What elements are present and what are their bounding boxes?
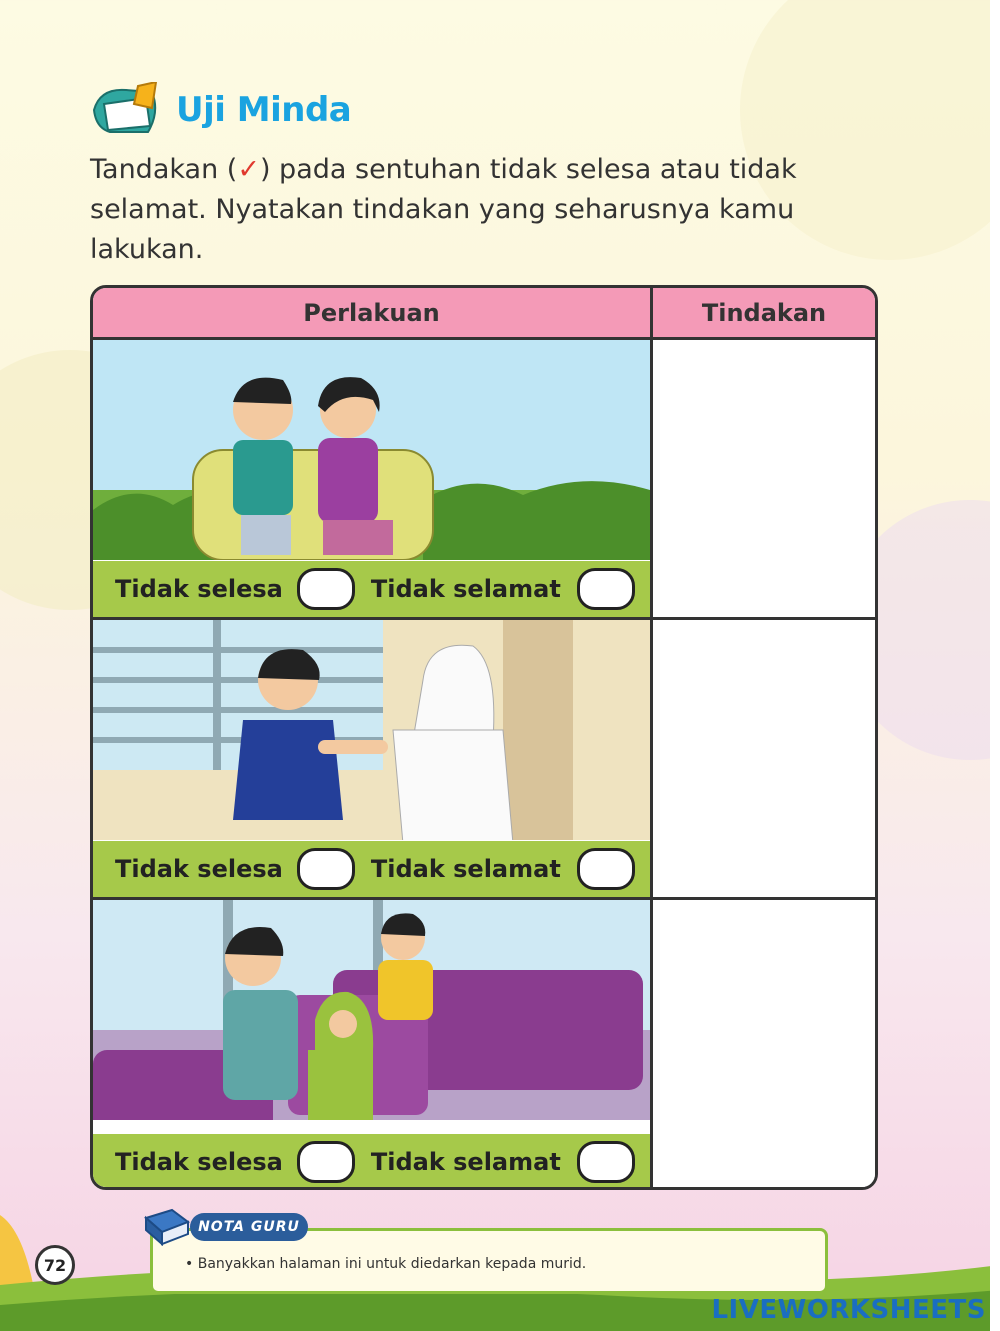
header-tindakan: Tindakan (653, 288, 875, 340)
option-tidak-selamat-label: Tidak selamat (370, 575, 561, 603)
instruction-after: ) pada sentuhan tidak selesa atau tidak selamat. Nyatakan tindakan yang seharusnya kamu lakukan. (90, 154, 797, 265)
scene-bus-illustration (93, 900, 650, 1120)
scenario-row-1 (93, 340, 653, 620)
page-title: Uji Minda (176, 90, 352, 130)
tindakan-answer-1[interactable] (653, 340, 875, 620)
option-tidak-selesa-label: Tidak selesa (115, 575, 283, 603)
note-text: • Banyakkan halaman ini untuk diedarkan kepada murid. (185, 1256, 587, 1272)
brand-logo: LIVEWORKSHEETS (711, 1295, 986, 1325)
instruction-text (90, 150, 850, 270)
tindakan-answer-2[interactable] (653, 620, 875, 900)
option-tidak-selamat-label: Tidak selamat (370, 1148, 561, 1176)
checkbox-tidak-selesa[interactable] (297, 568, 355, 610)
checkbox-tidak-selesa[interactable] (297, 1141, 355, 1183)
scenario-row-2 (93, 620, 653, 900)
header-perlakuan: Perlakuan (93, 288, 653, 340)
tindakan-answer-3[interactable] (653, 900, 875, 1190)
scene-corridor-illustration (93, 620, 650, 840)
checkbox-tidak-selamat[interactable] (577, 848, 635, 890)
option-bar (93, 841, 650, 897)
option-tidak-selesa-label: Tidak selesa (115, 855, 283, 883)
title-area (90, 80, 351, 140)
checkmark-icon: ✓ (237, 154, 260, 185)
note-text-content: Banyakkan halaman ini untuk diedarkan kepada murid. (197, 1256, 587, 1272)
checkbox-tidak-selesa[interactable] (297, 848, 355, 890)
option-bar (93, 1134, 650, 1190)
option-tidak-selesa-label: Tidak selesa (115, 1148, 283, 1176)
option-tidak-selamat-label: Tidak selamat (370, 855, 561, 883)
worksheet-table (90, 285, 878, 1190)
option-bar (93, 561, 650, 617)
checkbox-tidak-selamat[interactable] (577, 568, 635, 610)
note-tag: NOTA GURU (190, 1213, 308, 1241)
book-icon (142, 1208, 192, 1246)
page-number: 72 (35, 1245, 75, 1285)
notepad-pencil-icon (90, 82, 168, 138)
scene-bench-illustration (93, 340, 650, 560)
instruction-before: Tandakan ( (90, 154, 238, 185)
scenario-row-3 (93, 900, 653, 1190)
checkbox-tidak-selamat[interactable] (577, 1141, 635, 1183)
